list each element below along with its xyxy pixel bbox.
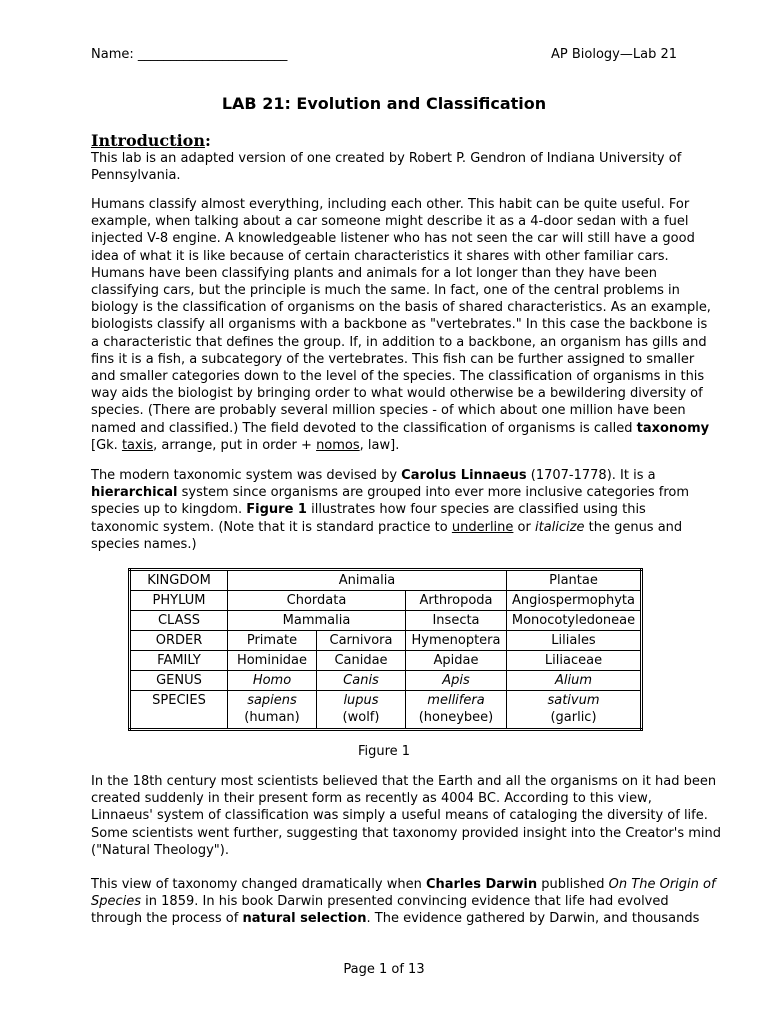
text-run: illustrates how four species are classified using this [306, 502, 646, 518]
paragraph-line: In the 18th century most scientists believed that the Earth and all the organisms on it had been [91, 774, 717, 789]
table-cell: Monocotyledoneae [507, 611, 642, 631]
paragraph-line: ("Natural Theology"). [91, 842, 229, 858]
text-run: taxonomic system. (Note that it is standard practice to [91, 519, 452, 535]
paragraph-line: biology is the classification of organisms on the basis of shared characteristics. As an example, [91, 300, 711, 316]
text-run: in 1859. In his book Darwin presented convincing evidence that life had evolved [141, 894, 669, 910]
table-row-species [130, 691, 642, 730]
table-cell: Primate [228, 631, 317, 651]
table-cell [228, 671, 317, 691]
paragraph-line: biologists classify all organisms with a backbone as "vertebrates." In this case the backbone is [91, 317, 708, 333]
table-cell [507, 671, 642, 691]
paragraph-line: Humans have been classifying plants and animals for a lot longer than they have been [91, 265, 658, 281]
table-cell [317, 691, 406, 730]
introduction-heading-text: Introduction [91, 131, 205, 150]
text-run: (1707-1778). It is a [526, 468, 656, 483]
paragraph-line: idea of what it is like because of certain characteristics it shares with other familiar cars. [91, 248, 669, 264]
paragraph-line: created suddenly in their present form as recently as 4004 BC. According to this view, [91, 791, 652, 807]
table-cell [507, 691, 642, 730]
species-name: sapiens [247, 693, 297, 708]
paragraph-line: way aids the biologist by bringing order to what would otherwise be a bewildering diversity of [91, 386, 703, 402]
row-label: FAMILY [130, 651, 228, 671]
table-cell: Hymenoptera [406, 631, 507, 651]
genus-name: Alium [554, 673, 593, 688]
table-row-family [130, 651, 642, 671]
common-name: (honeybee) [418, 710, 494, 725]
common-name: (wolf) [342, 710, 380, 725]
species-name: sativum [547, 693, 600, 708]
paragraph-darwin [91, 876, 716, 928]
common-name: (garlic) [550, 710, 597, 725]
text-run: species up to kingdom. [91, 502, 247, 518]
text-run: or [513, 519, 535, 535]
paragraph-humans-classify [91, 196, 711, 454]
table-cell: Liliaceae [507, 651, 642, 671]
term-nomos: nomos [316, 437, 360, 453]
text-run: , arrange, put in order + [153, 437, 317, 453]
species-name: mellifera [427, 693, 485, 708]
paragraph-line: Some scientists went further, suggesting that taxonomy provided insight into the Creator's mind [91, 825, 722, 841]
row-label: GENUS [130, 671, 228, 691]
table-cell: Animalia [228, 570, 507, 591]
table-row-phylum [130, 591, 642, 611]
text-run: [Gk. [91, 437, 122, 453]
text-run: published [537, 877, 609, 892]
table-cell: Hominidae [228, 651, 317, 671]
book-title: On The Origin of [608, 877, 716, 892]
paragraph-line: injected V-8 engine. A knowledgeable listener who has not seen the car will still have a good [91, 231, 695, 247]
paragraph-line: example, when talking about a car someone might describe it as a 4-door sedan with a fuel [91, 214, 689, 230]
row-label: PHYLUM [130, 591, 228, 611]
paragraph-line: Linnaeus' system of classification was simply a useful means of cataloging the diversity of life. [91, 808, 708, 824]
row-label: KINGDOM [130, 570, 228, 591]
paragraph-linnaeus [91, 467, 690, 553]
paragraph-line: This lab is an adapted version of one created by Robert P. Gendron of Indiana University of [91, 151, 682, 166]
paragraph-line: species. (There are probably several million species - of which about one million have been [91, 403, 686, 419]
figure-reference: Figure 1 [246, 502, 307, 518]
species-name: lupus [343, 693, 379, 708]
text-run: the genus and [584, 519, 683, 535]
text-run: through the process of [91, 911, 243, 927]
paragraph-line [91, 910, 700, 927]
document-title: LAB 21: Evolution and Classification [221, 94, 547, 113]
table-row-order [130, 631, 642, 651]
table-cell: Liliales [507, 631, 642, 651]
paragraph-line: Pennsylvania. [91, 168, 181, 184]
term-natural-selection: natural selection [242, 911, 367, 927]
paragraph-18th-century [91, 773, 722, 859]
table-cell [228, 691, 317, 730]
term-carolus-linnaeus: Carolus Linnaeus [401, 468, 527, 483]
introduction-heading-colon: : [204, 131, 211, 150]
table-cell: Arthropoda [406, 591, 507, 611]
table-cell: Carnivora [317, 631, 406, 651]
term-charles-darwin: Charles Darwin [425, 877, 538, 892]
term-taxonomy: taxonomy [636, 420, 710, 436]
paragraph-adaptation-note [91, 150, 681, 184]
row-label: CLASS [130, 611, 228, 631]
table-cell [317, 671, 406, 691]
paragraph-line: classifying cars, but the principle is much the same. In fact, one of the central problems in [91, 283, 680, 299]
figure-caption: Figure 1 [357, 744, 411, 759]
term-italicize: italicize [535, 519, 585, 535]
paragraph-line [91, 437, 681, 454]
paragraph-line [91, 519, 681, 536]
table-cell: Angiospermophyta [507, 591, 642, 611]
row-label: SPECIES [130, 691, 228, 730]
paragraph-line: species names.) [91, 536, 197, 552]
term-hierarchical: hierarchical [91, 485, 178, 501]
table-cell [406, 691, 507, 730]
paragraph-line [91, 893, 681, 910]
paragraph-line [91, 501, 681, 518]
classification-table [128, 568, 643, 731]
paragraph-line [91, 420, 710, 437]
paragraph-line: and smaller categories down to the level of the species. The classification of organisms in this [91, 369, 705, 385]
text-run: . The evidence gathered by Darwin, and thousands [366, 911, 700, 927]
text-run: The modern taxonomic system was devised by [91, 468, 402, 483]
row-label: ORDER [130, 631, 228, 651]
paragraph-line [91, 484, 690, 501]
table-cell: Mammalia [228, 611, 406, 631]
text-run: system since organisms are grouped into ever more inclusive categories from [177, 485, 690, 501]
book-title: Species [91, 894, 142, 910]
text-run: This view of taxonomy changed dramatically when [91, 877, 426, 892]
genus-name: Apis [442, 673, 470, 688]
text-run: , law]. [359, 437, 400, 453]
table-cell [406, 671, 507, 691]
paragraph-line: fins it is a fish, a subcategory of the vertebrates. This fish can be further assigned to smaller [91, 351, 695, 367]
table-row-genus [130, 671, 642, 691]
table-cell: Plantae [507, 570, 642, 591]
name-field-label: Name: _______________________ [91, 47, 288, 62]
table-cell: Canidae [317, 651, 406, 671]
paragraph-line: a characteristic that defines the group. If, in addition to a backbone, an organism has gills and [91, 334, 707, 350]
term-underline: underline [451, 519, 514, 535]
genus-name: Canis [343, 673, 379, 688]
table-row-kingdom [130, 570, 642, 591]
paragraph-line [91, 467, 681, 484]
introduction-heading [91, 131, 211, 150]
paragraph-line [91, 876, 716, 893]
genus-name: Homo [252, 673, 292, 688]
term-taxis: taxis [121, 437, 154, 453]
table-row-class [130, 611, 642, 631]
course-header: AP Biology—Lab 21 [551, 47, 677, 62]
text-run: named and classified.) The field devoted to the classification of organisms is called [91, 420, 637, 436]
page-number: Page 1 of 13 [343, 962, 425, 977]
table-cell: Apidae [406, 651, 507, 671]
table-cell: Insecta [406, 611, 507, 631]
common-name: (human) [244, 710, 300, 725]
table-cell: Chordata [228, 591, 406, 611]
paragraph-line: Humans classify almost everything, including each other. This habit can be quite useful. For [91, 197, 690, 212]
